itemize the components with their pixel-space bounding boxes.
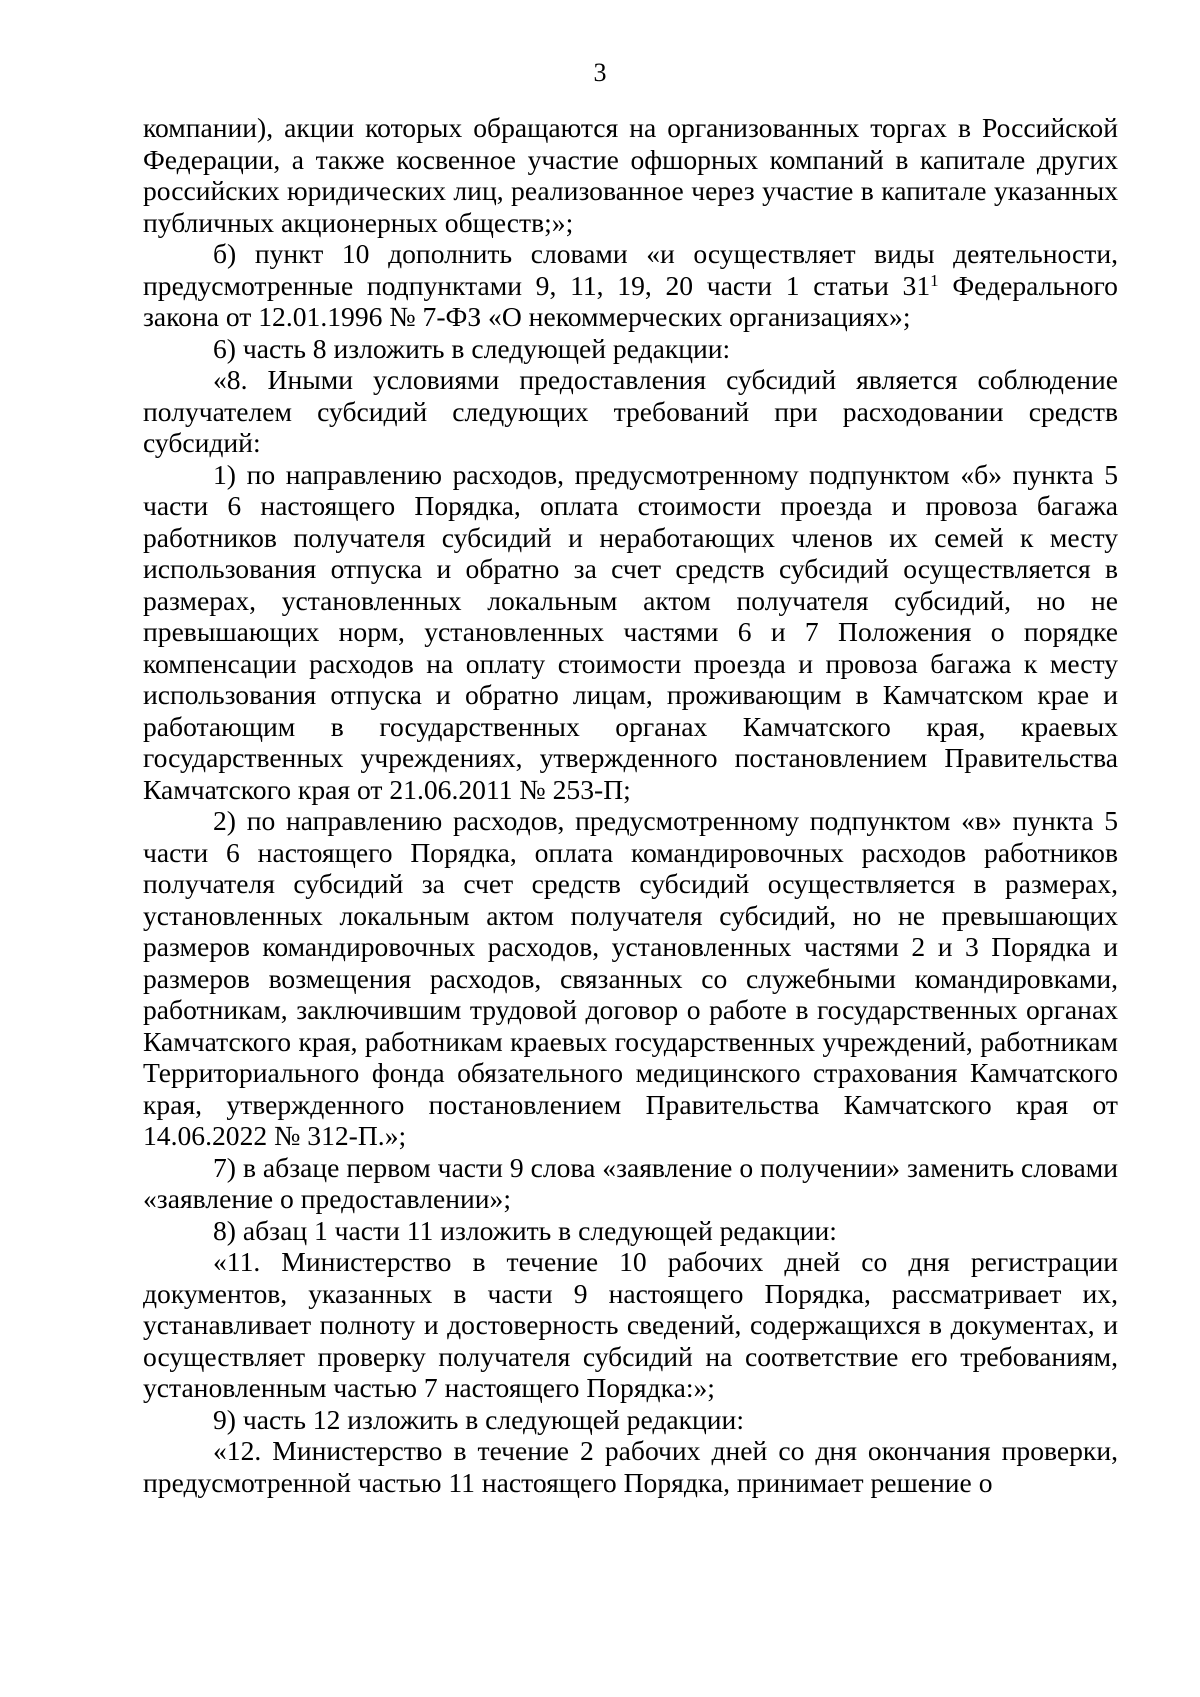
paragraph-text: 2) по направлению расходов, предусмотренному подпунктом «в» пункта 5 части 6 настоящего Порядка, оплата командировочных расходов работников получателя субсидий за счет средств субсидий осуществляется в размерах, установленных локальным актом получателя субсидий, но не превышающих размеров командировочных расходов, установленных частями 2 и 3 Порядка и размеров возмещения расходов, связанных со служебными командировками, работникам, заключившим трудовой договор о работе в государственных органах Камчатского края, работникам краевых государственных учреждений, работникам Территориального фонда обязательного медицинского страхования Камчатского края, утвержденного постановлением Правительства Камчатского края от 14.06.2022 № 312-П.»; [143,805,1118,1151]
paragraph-part-8-text [143,364,1118,459]
paragraph-7-part-9 [143,1152,1118,1215]
paragraph-text: 7) в абзаце первом части 9 слова «заявление о получении» заменить словами «заявление о предоставлении»; [143,1151,1118,1214]
paragraph-text: 9) часть 12 изложить в следующей редакции: [213,1403,744,1435]
paragraph-8-part-11 [143,1215,1118,1247]
page-number: 3 [593,58,607,87]
paragraph-text: б) пункт 10 дополнить словами «и осуществляет виды деятельности, предусмотренные подпунктами 9, 11, 19, 20 части 1 статьи 31 [143,238,1118,301]
paragraph-text-after: Федерального закона от 12.01.1996 № 7-ФЗ «О некоммерческих организациях»; [143,269,1118,332]
paragraph-part-11-text [143,1246,1118,1404]
paragraph-9-part-12 [143,1404,1118,1436]
paragraph-part-12-text [143,1435,1118,1498]
paragraph-text: «11. Министерство в течение 10 рабочих дней со дня регистрации документов, указанных в части 9 настоящего Порядка, рассматривает их, устанавливает полноту и достоверность сведений, содержащихся в документах, и осуществляет проверку получателя субсидий на соответствие его требованиям, установленным частью 7 настоящего Порядка:»; [143,1246,1118,1403]
paragraph-text: 8) абзац 1 части 11 изложить в следующей редакции: [213,1214,837,1246]
paragraph-continuation [143,112,1118,238]
paragraph-text: 6) часть 8 изложить в следующей редакции: [213,332,731,364]
paragraph-text: «8. Иными условиями предоставления субсидий является соблюдение получателем субсидий следующих требований при расходовании средств субсидий: [143,364,1118,458]
paragraph-subitem-1 [143,459,1118,806]
paragraph-b-point-10 [143,238,1118,333]
paragraph-text: «12. Министерство в течение 2 рабочих дней со дня окончания проверки, предусмотренной частью 11 настоящего Порядка, принимает решение о [143,1435,1118,1498]
paragraph-text: компании), акции которых обращаются на организованных торгах в Российской Федерации, а также косвенное участие офшорных компаний в капитале других российских юридических лиц, реализованное через участие в капитале указанных публичных акционерных обществ;»; [143,112,1118,238]
paragraph-6-part-8 [143,333,1118,365]
paragraph-subitem-2 [143,805,1118,1152]
paragraph-text: 1) по направлению расходов, предусмотренному подпунктом «б» пункта 5 части 6 настоящего Порядка, оплата стоимости проезда и провоза багажа работников получателя субсидий и неработающих членов их семей к месту использования отпуска и обратно за счет средств субсидий осуществляется в размерах, установленных локальным актом получателя субсидий, но не превышающих норм, установленных частями 6 и 7 Положения о порядке компенсации расходов на оплату стоимости проезда и провоза багажа к месту использования отпуска и обратно лицам, проживающим в Камчатском крае и работающим в государственных органах Камчатского края, краевых государственных учреждениях, утвержденного постановлением Правительства Камчатского края от 21.06.2011 № 253-П; [143,458,1118,805]
document-body [143,112,1118,1498]
superscript: 1 [930,270,939,290]
